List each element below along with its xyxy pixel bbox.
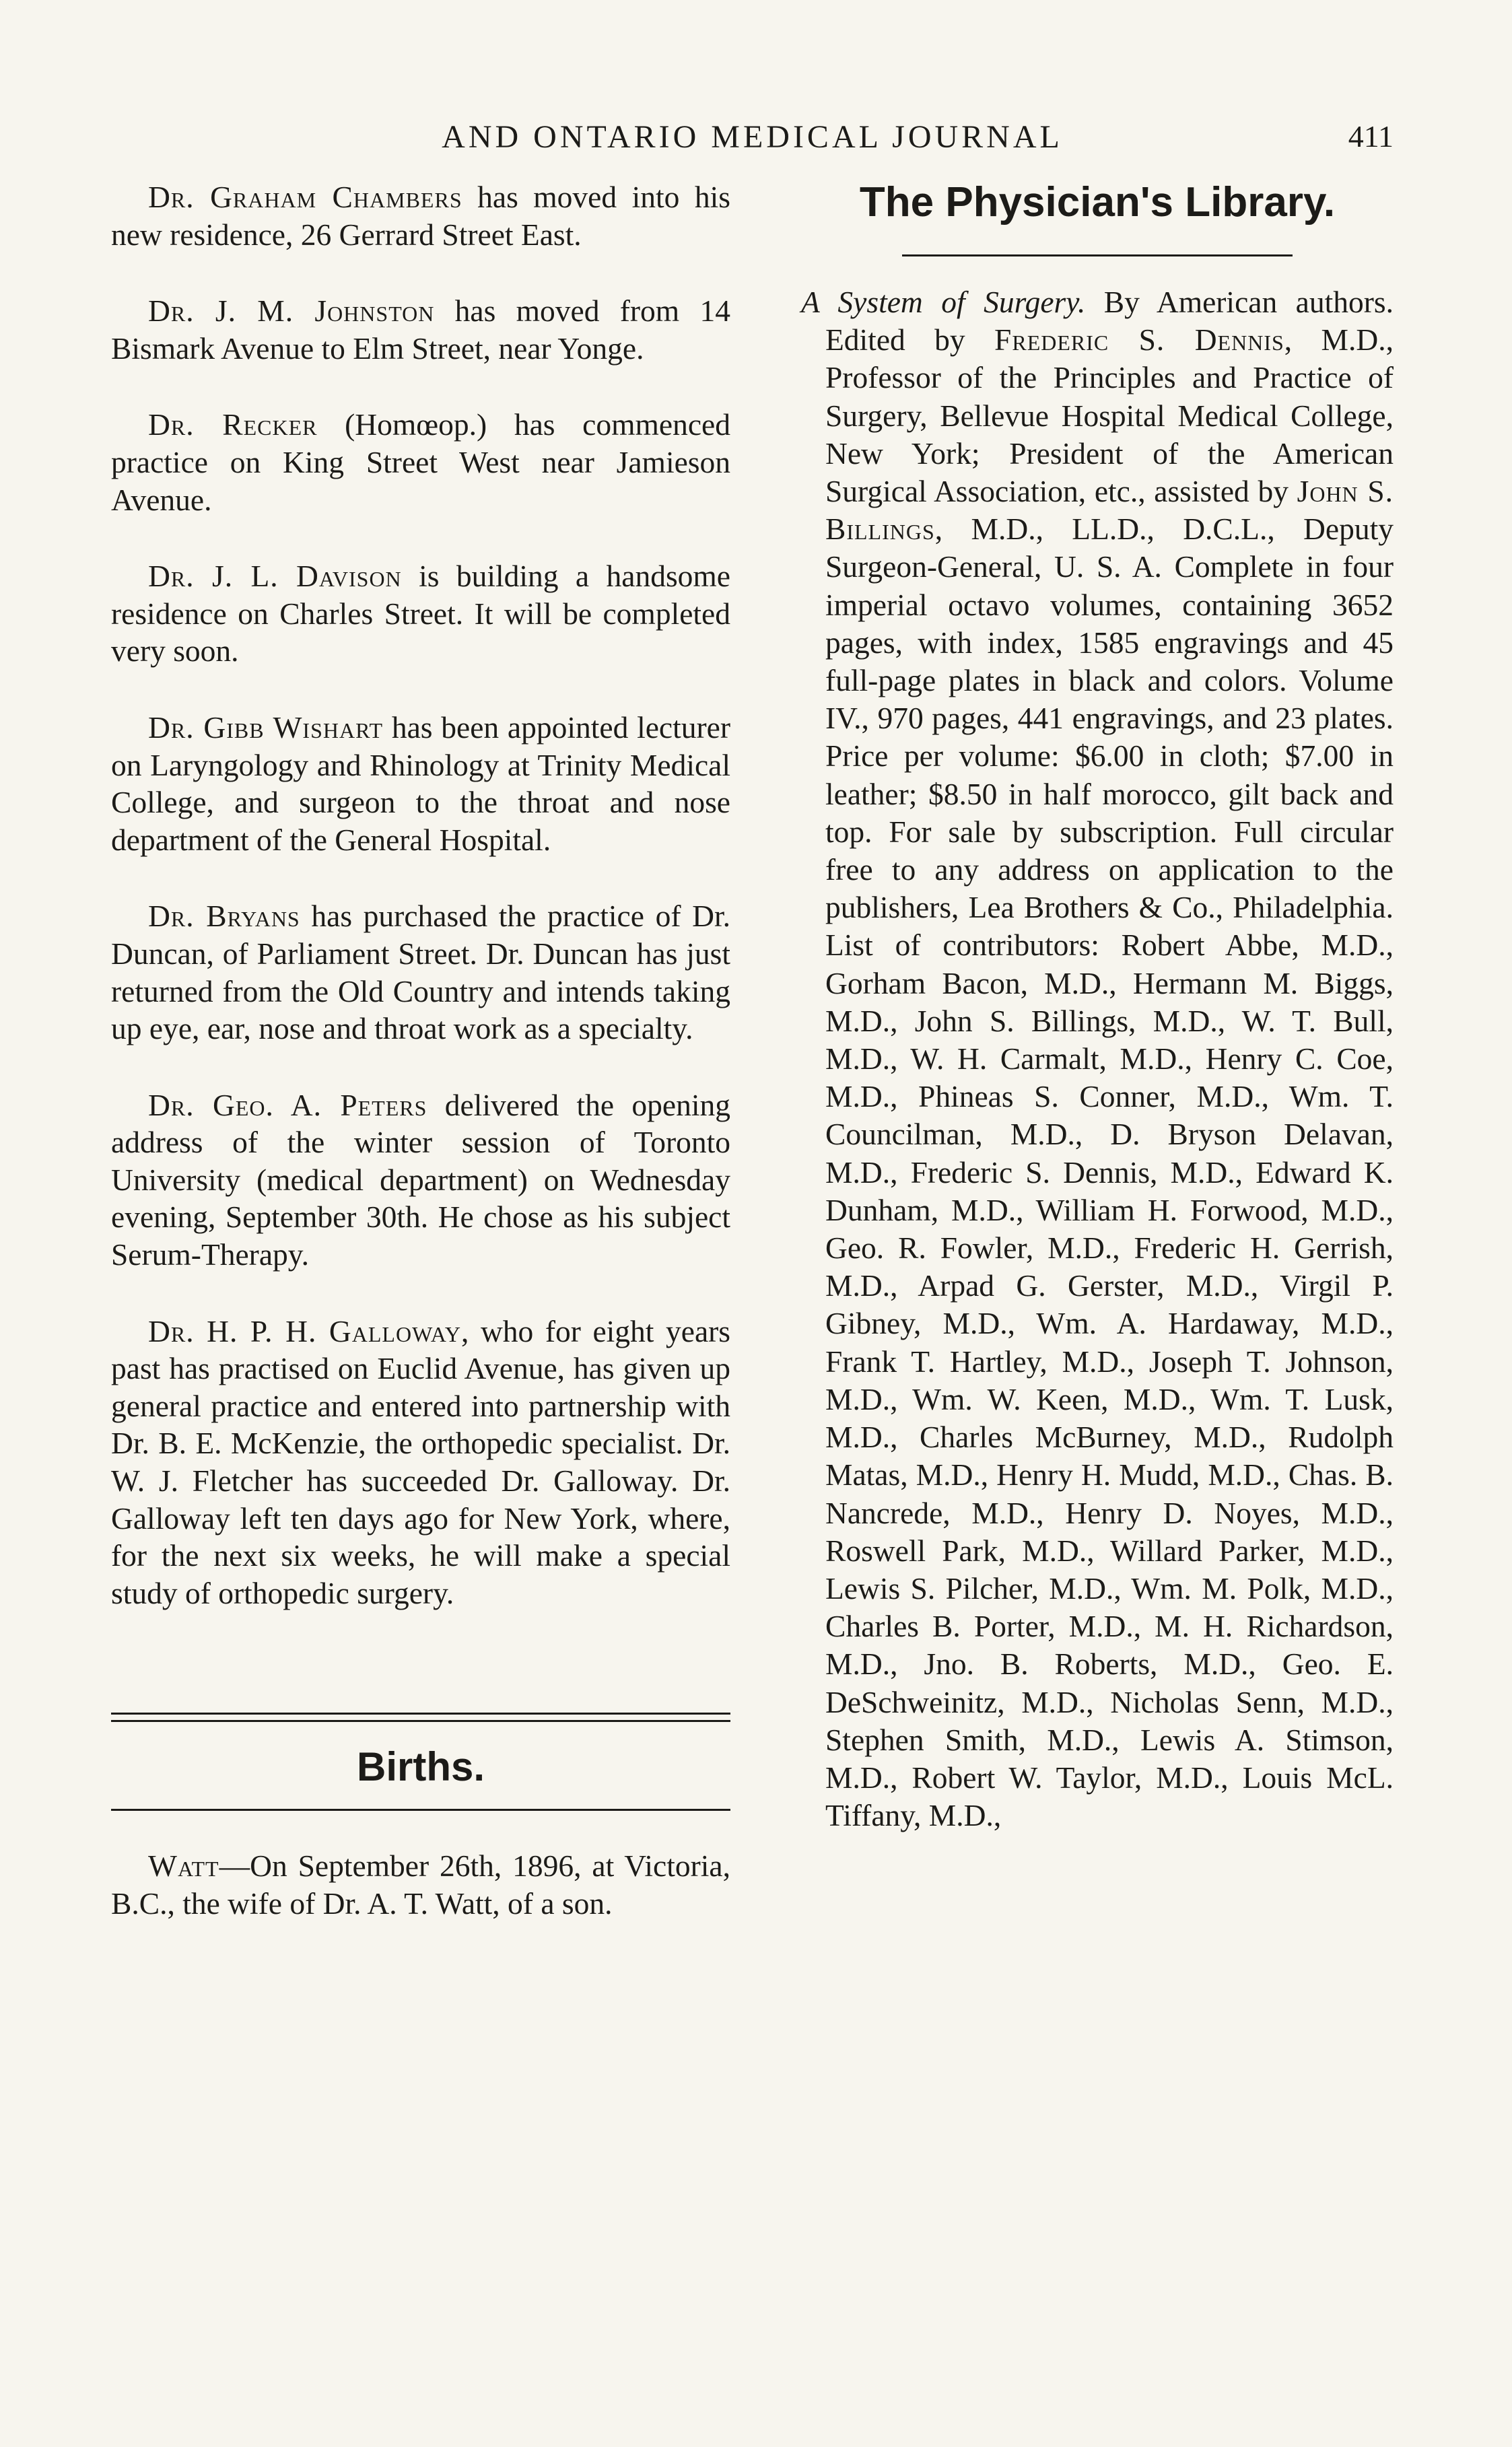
birth-announcement [111,1847,730,1922]
news-item [111,709,730,858]
news-item-text: (Homœop.) has commenced practice on King Street West near Jamieson Avenue. [111,407,730,517]
births-top-rule [111,1713,730,1722]
news-item-text: has moved from 14 Bismark Avenue to Elm Street, near Yonge. [111,294,730,366]
news-item [111,1313,730,1612]
news-item-name: Dr. Gibb Wishart [148,710,384,745]
news-item-name: Dr. Graham Chambers [148,180,462,214]
news-item-text: has been appointed lecturer on Laryngology and Rhinology at Trinity Medical College, and surgeon to the throat and nose department of the General Hospital. [111,710,731,857]
news-item [111,557,730,670]
births-bottom-rule [111,1809,730,1811]
news-item-text: has moved into his new residence, 26 Gerrard Street East. [111,180,730,252]
assistant-name: John S. Billings [825,474,1394,547]
right-column [801,178,1394,1834]
news-item-name: Dr. Geo. A. Peters [148,1087,427,1122]
news-item-text: delivered the opening address of the winter session of Toronto University (medical department) on Wednesday evening, September 30th. He chose as his subject Serum-Therapy. [111,1087,730,1272]
news-item-name: Dr. Bryans [148,899,300,934]
left-column [111,178,730,1962]
library-heading: The Physician's Library. [859,179,1336,226]
news-item [111,406,730,518]
running-head [111,114,1394,162]
editor-name: Frederic S. Dennis [994,322,1284,357]
news-item-name: Dr. Recker [148,407,318,442]
news-item [111,1087,730,1274]
news-item [111,178,730,253]
library-rule [902,254,1293,256]
news-item [111,897,730,1047]
review-text-2: , M.D., Professor of the Principles and Practice of Surgery, Bellevue Hospital Medical College, New York; President of the American Surgical Association, etc., assisted by [825,322,1394,509]
news-item [111,292,730,367]
birth-text: —On September 26th, 1896, at Victoria, B.C., the wife of Dr. A. T. Watt, of a son. [111,1849,730,1921]
news-item-name: Dr. H. P. H. Galloway [148,1313,462,1348]
book-review [801,283,1394,1834]
journal-title: AND ONTARIO MEDICAL JOURNAL [442,119,1063,155]
news-item-text: is building a handsome residence on Charles Street. It will be completed very soon. [111,559,730,668]
review-text-1: By American authors. Edited by [825,285,1394,357]
birth-name: Watt [148,1849,219,1884]
review-text-3: , M.D., LL.D., D.C.L., Deputy Surgeon-General, U. S. A. Complete in four imperial octavo volumes, containing 3652 pages, with index, 1585 engravings and 45 full-page plates in black and colors. Volume IV., 970 pages, 441 engravings, and 23 plates. Price per volume: $6.00 in cloth; $7.00 in leather; $8.50 in half morocco, gilt back and top. For sale by subscription. Full circular free to any address on application to the publishers, Lea Brothers & Co., Philadelphia. List of contributors: Robert Abbe, M.D., Gorham Bacon, M.D., Hermann M. Biggs, M.D., John S. Billings, M.D., W. T. Bull, M.D., W. H. Carmalt, M.D., Henry C. Coe, M.D., Phineas S. Conner, M.D., Wm. T. Councilman, M.D., D. Bryson Delavan, M.D., Frederic S. Dennis, M.D., Edward K. Dunham, M.D., William H. Forwood, M.D., Geo. R. Fowler, M.D., Frederic H. Gerrish, M.D., Arpad G. Gerster, M.D., Virgil P. Gibney, M.D., Wm. A. Hardaway, M.D., Frank T. Hartley, M.D., Joseph T. Johnson, M.D., Wm. W. Keen, M.D., Wm. T. Lusk, M.D., Charles McBurney, M.D., Rudolph Matas, M.D., Henry H. Mudd, M.D., Chas. B. Nancrede, M.D., Henry D. Noyes, M.D., Roswell Park, M.D., Willard Parker, M.D., Lewis S. Pilcher, M.D., Wm. M. Polk, M.D., Charles B. Porter, M.D., M. H. Richardson, M.D., Jno. B. Roberts, M.D., Geo. E. DeSchweinitz, M.D., Nicholas Senn, M.D., Stephen Smith, M.D., Lewis A. Stimson, M.D., Robert W. Taylor, M.D., Louis McL. Tiffany, M.D., [825,512,1394,1833]
news-item-text: has purchased the practice of Dr. Duncan, of Parliament Street. Dr. Duncan has just returned from the Old Country and intends taking up eye, ear, nose and throat work as a specialty. [111,899,730,1046]
news-item-name: Dr. J. L. Davison [148,559,402,594]
news-item-text: , who for eight years past has practised on Euclid Avenue, has given up general practice and entered into partnership with Dr. B. E. McKenzie, the orthopedic specialist. Dr. W. J. Fletcher has succeeded Dr. Galloway. Dr. Galloway left ten days ago for New York, where, for the next six weeks, he will make a special study of orthopedic surgery. [111,1313,730,1610]
page-number: 411 [1348,119,1394,153]
book-title: A System of Surgery. [801,285,1086,319]
news-item-name: Dr. J. M. Johnston [148,294,435,329]
births-heading: Births. [356,1744,485,1790]
